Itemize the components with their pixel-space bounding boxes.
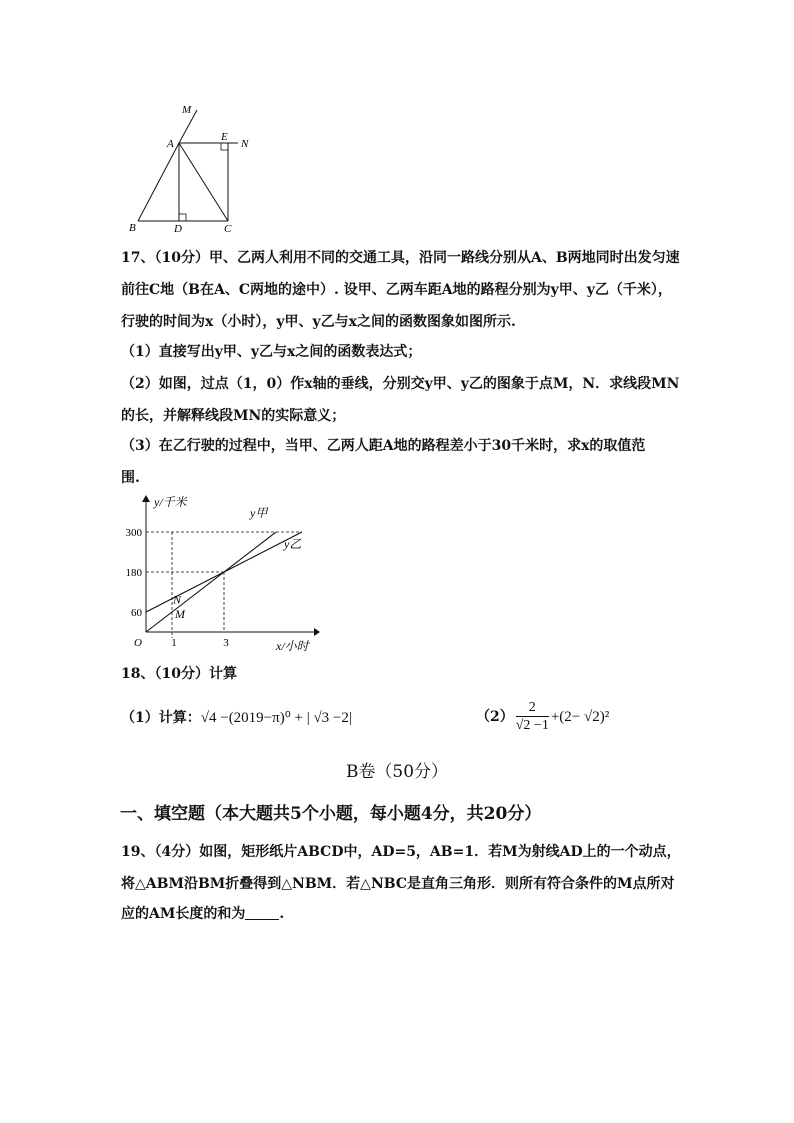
q17-part1: （1）直接写出y甲、y乙与x之间的函数表达式； bbox=[121, 344, 422, 360]
right-angle-e bbox=[221, 143, 228, 150]
label-c: C bbox=[224, 223, 232, 235]
section-b-title: B卷（50分） bbox=[345, 762, 449, 782]
q18-part2-rest: +(2− √2)² bbox=[550, 709, 610, 725]
origin-label: O bbox=[134, 637, 142, 649]
label-d: D bbox=[174, 223, 182, 235]
q17-part2a: （2）如图，过点（1，0）作x轴的垂线，分别交y甲、y乙的图象于点M，N．求线段MN bbox=[121, 376, 680, 392]
q17-line1: 17、（10分）甲、乙两人利用不同的交通工具，沿同一路线分别从A、B两地同时出发匀速 bbox=[121, 250, 680, 266]
x-axis-label: x/小时 bbox=[276, 639, 309, 653]
geometry-figure bbox=[120, 100, 260, 236]
x-tick-label-3: 3 bbox=[223, 637, 229, 649]
q17-part3a: （3）在乙行驶的过程中，当甲、乙两人距A地的路程差小于30千米时，求x的取值范 bbox=[121, 438, 646, 454]
fraction-denominator: √2 −1 bbox=[515, 717, 549, 733]
function-graph bbox=[118, 492, 323, 658]
section-b-heading: 一、填空题（本大题共5个小题，每小题4分，共20分） bbox=[120, 804, 542, 824]
label-m: M bbox=[182, 104, 192, 116]
q17-line3: 行驶的时间为x（小时），y甲、y乙与x之间的函数图象如图所示. bbox=[121, 314, 516, 330]
q18-title: 18、（10分）计算 bbox=[121, 666, 237, 682]
q19-line3 bbox=[121, 904, 284, 924]
q17-line2: 前往C地（B在A、C两地的途中）. 设甲、乙两车距A地的路程分别为y甲、y乙（千米）， bbox=[121, 282, 672, 298]
q18-part2-fraction bbox=[516, 700, 549, 735]
x-tick-label-1: 1 bbox=[171, 637, 177, 649]
point-label-n: N bbox=[173, 592, 182, 607]
right-angle-d bbox=[179, 214, 186, 221]
label-e: E bbox=[221, 131, 228, 143]
q17-part2b: 的长，并解释线段MN的实际意义； bbox=[121, 408, 346, 424]
answer-blank[interactable] bbox=[245, 905, 279, 920]
y-tick-label-180: 180 bbox=[125, 567, 142, 580]
q18-part1-expr: √4 −(2019−π)⁰ + | √3 −2| bbox=[200, 710, 352, 726]
label-b: B bbox=[129, 222, 136, 234]
y-axis-arrow bbox=[142, 495, 150, 502]
label-a: A bbox=[167, 138, 174, 150]
label-n: N bbox=[241, 138, 249, 150]
series-label-1: y甲 bbox=[250, 506, 268, 520]
q18-part2-label: （2） bbox=[476, 709, 514, 725]
series-line-1 bbox=[146, 532, 276, 632]
y-tick-label-300: 300 bbox=[125, 527, 142, 540]
q19-line3-text: 应的AM长度的和为 bbox=[121, 906, 246, 922]
fraction-numerator: 2 bbox=[516, 700, 549, 717]
q18-part1 bbox=[121, 708, 352, 728]
point-label-m: M bbox=[175, 607, 185, 622]
y-tick-label-60: 60 bbox=[131, 607, 142, 620]
segment-ab bbox=[138, 143, 179, 221]
segment-ac bbox=[179, 143, 228, 221]
q19-line2: 将△ABM沿BM折叠得到△NBM．若△NBC是直角三角形．则所有符合条件的M点所对 bbox=[121, 876, 675, 892]
q17-part3b: 围. bbox=[121, 470, 140, 486]
q19-line1: 19、（4分）如图，矩形纸片ABCD中，AD=5，AB=1．若M为射线AD上的一个动点， bbox=[121, 844, 681, 860]
q19-line3-end: . bbox=[279, 906, 285, 922]
q18-part1-label: （1）计算： bbox=[121, 710, 201, 726]
q18-part2 bbox=[476, 694, 609, 740]
y-axis-label: y/千米 bbox=[154, 495, 187, 509]
x-axis-arrow bbox=[314, 628, 320, 636]
series-label-2: y乙 bbox=[284, 537, 302, 551]
